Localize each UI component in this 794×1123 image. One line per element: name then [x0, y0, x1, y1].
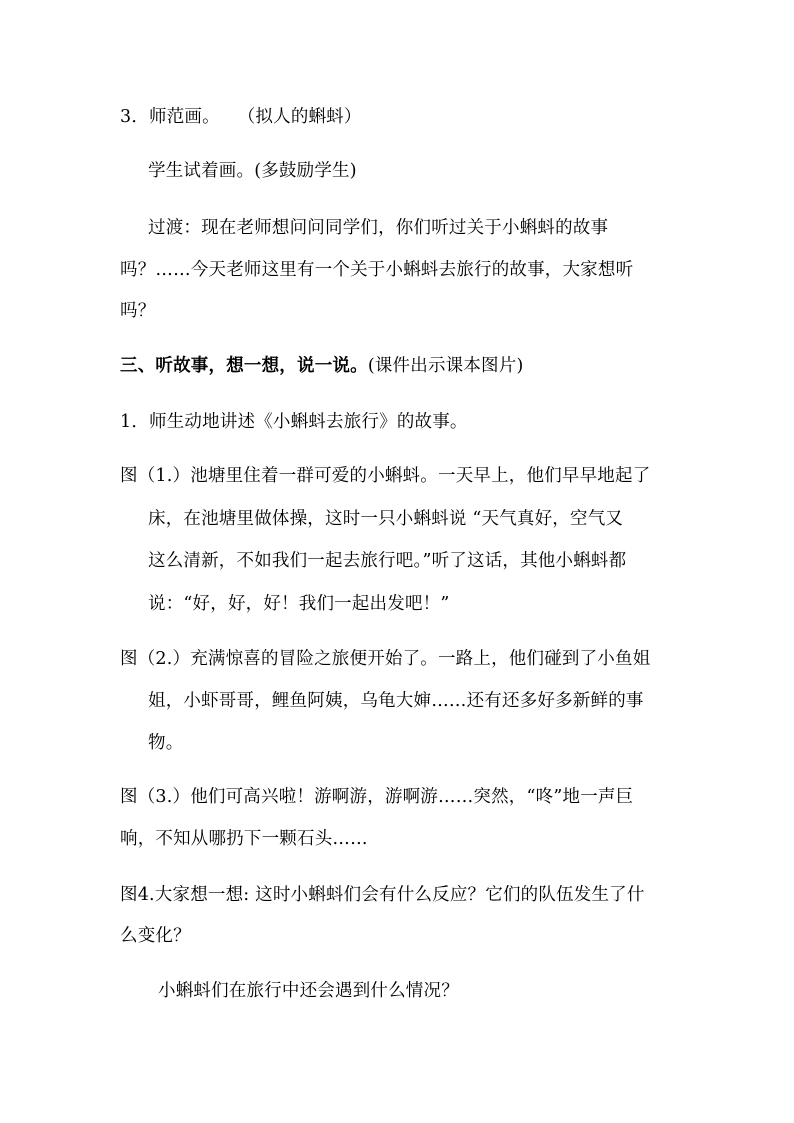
- section-3-title: 三、听故事，想一想，说一说。: [120, 356, 368, 376]
- picture-4-line-2: 么变化？: [120, 926, 191, 946]
- closing-question: 小蝌蚪们在旅行中还会遇到什么情况？: [158, 981, 459, 1001]
- transition-line-3: 吗？: [120, 301, 156, 321]
- picture-1-line-1: 图（1.）池塘里住着一群可爱的小蝌蚪。一天早上，他们早早地起了: [120, 466, 651, 486]
- step-3-demo-drawing: 3．师范画。 （拟人的蝌蚪）: [120, 107, 362, 127]
- picture-2-line-2: 姐，小虾哥哥，鲤鱼阿姨，乌龟大婶……还有还多好多新鲜的事: [148, 691, 644, 711]
- transition-line-1: 过渡：现在老师想问问同学们，你们听过关于小蝌蚪的故事: [148, 218, 609, 238]
- picture-2-line-1: 图（2.）充满惊喜的冒险之旅便开始了。一路上，他们碰到了小鱼姐: [120, 649, 651, 669]
- picture-1-line-2: 床，在池塘里做体操，这时一只小蝌蚪说 “天气真好，空气又: [148, 509, 624, 529]
- section-3-heading: [120, 355, 523, 377]
- picture-2-line-3: 物。: [148, 733, 184, 753]
- picture-1-line-4: 说：“好，好，好！我们一起出发吧！”: [148, 594, 450, 614]
- transition-line-2: 吗？……今天老师这里有一个关于小蝌蚪去旅行的故事，大家想听: [120, 260, 634, 280]
- section-3-note: (课件出示课本图片): [367, 356, 524, 376]
- student-try-drawing: 学生试着画。(多鼓励学生): [148, 161, 357, 181]
- picture-3-line-1: 图（3.）他们可高兴啦！游啊游，游啊游……突然，“咚”地一声巨: [120, 787, 634, 807]
- picture-3-line-2: 响，不知从哪扔下一颗石头……: [120, 829, 368, 849]
- picture-4-line-1: 图4.大家想一想: 这时小蝌蚪们会有什么反应？它们的队伍发生了什: [120, 885, 645, 905]
- picture-1-line-3: 这么清新，不如我们一起去旅行吧。”听了这话，其他小蝌蚪都: [148, 551, 627, 571]
- step-1-story: 1．师生动地讲述《小蝌蚪去旅行》的故事。: [120, 412, 468, 432]
